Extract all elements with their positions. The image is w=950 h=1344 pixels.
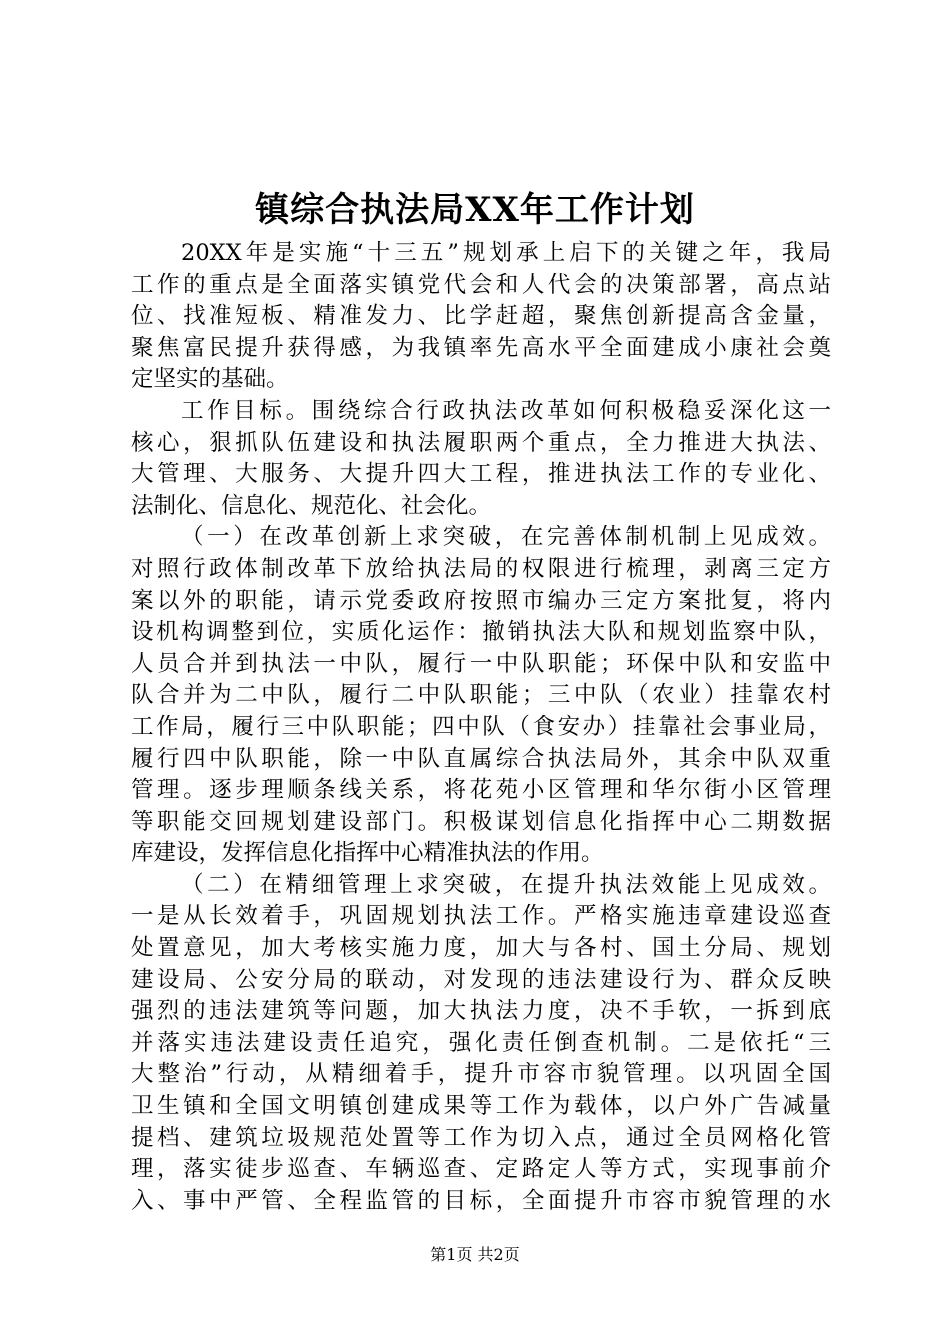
document-body (131, 238, 831, 1217)
text-line: 履行四中队职能，除一中队直属综合执法局外，其余中队双重 (131, 745, 831, 772)
text-line: 对照行政体制改革下放给执法局的权限进行梳理，剥离三定方 (131, 555, 831, 582)
text-line: 定坚实的基础。 (131, 366, 289, 393)
text-line: 理，落实徒步巡查、车辆巡查、定路定人等方式，实现事前介 (131, 1156, 831, 1183)
text-line: 人员合并到执法一中队，履行一中队职能；环保中队和安监中 (131, 650, 831, 677)
text-line: 聚焦富民提升获得感，为我镇率先高水平全面建成小康社会奠 (131, 334, 831, 361)
text-line: 库建设，发挥信息化指挥中心精准执法的作用。 (131, 840, 604, 867)
text-line: 等职能交回规划建设部门。积极谋划信息化指挥中心二期数据 (131, 808, 831, 835)
text-line: 位、找准短板、精准发力、比学赶超，聚焦创新提高含金量， (131, 303, 831, 330)
text-line: 提档、建筑垃圾规范处置等工作为切入点，通过全员网格化管 (131, 1124, 831, 1151)
text-line: 一是从长效着手，巩固规划执法工作。严格实施违章建设巡查 (131, 903, 831, 930)
text-line: （一）在改革创新上求突破，在完善体制机制上见成效。 (181, 524, 831, 551)
text-line: 队合并为二中队，履行二中队职能；三中队（农业）挂靠农村 (131, 682, 831, 709)
text-line: 案以外的职能，请示党委政府按照市编办三定方案批复，将内 (131, 587, 831, 614)
text-line: 建设局、公安分局的联动，对发现的违法建设行为、群众反映 (131, 966, 831, 993)
text-line: 工作目标。围绕综合行政执法改革如何积极稳妥深化这一 (181, 397, 831, 424)
document-title: 镇综合执法局XX年工作计划 (255, 190, 695, 230)
page-footer: 第1页 共2页 (430, 1245, 520, 1264)
text-line: 大管理、大服务、大提升四大工程，推进执法工作的专业化、 (131, 461, 831, 488)
text-line: 法制化、信息化、规范化、社会化。 (131, 492, 492, 519)
text-line: （二）在精细管理上求突破，在提升执法效能上见成效。 (181, 871, 831, 898)
text-line: 工作局，履行三中队职能；四中队（食安办）挂靠社会事业局， (131, 713, 831, 740)
text-line: 设机构调整到位，实质化运作：撤销执法大队和规划监察中队， (131, 619, 831, 646)
text-line: 卫生镇和全国文明镇创建成果等工作为载体，以户外广告减量 (131, 1093, 831, 1120)
text-line: 核心，狠抓队伍建设和执法履职两个重点，全力推进大执法、 (131, 429, 831, 456)
text-line: 入、事中严管、全程监管的目标，全面提升市容市貌管理的水 (131, 1187, 831, 1214)
text-line: 工作的重点是全面落实镇党代会和人代会的决策部署，高点站 (131, 271, 831, 298)
text-line: 处置意见，加大考核实施力度，加大与各村、国土分局、规划 (131, 935, 831, 962)
text-line: 并落实违法建设责任追究，强化责任倒查机制。二是依托“三 (131, 1029, 831, 1056)
text-line: 大整治”行动，从精细着手，提升市容市貌管理。以巩固全国 (131, 1061, 831, 1088)
text-line: 强烈的违法建筑等问题，加大执法力度，决不手软，一拆到底 (131, 998, 831, 1025)
text-line: 管理。逐步理顺条线关系，将花苑小区管理和华尔街小区管理 (131, 777, 831, 804)
text-line: 20XX年是实施“十三五”规划承上启下的关键之年，我局 (181, 240, 831, 266)
